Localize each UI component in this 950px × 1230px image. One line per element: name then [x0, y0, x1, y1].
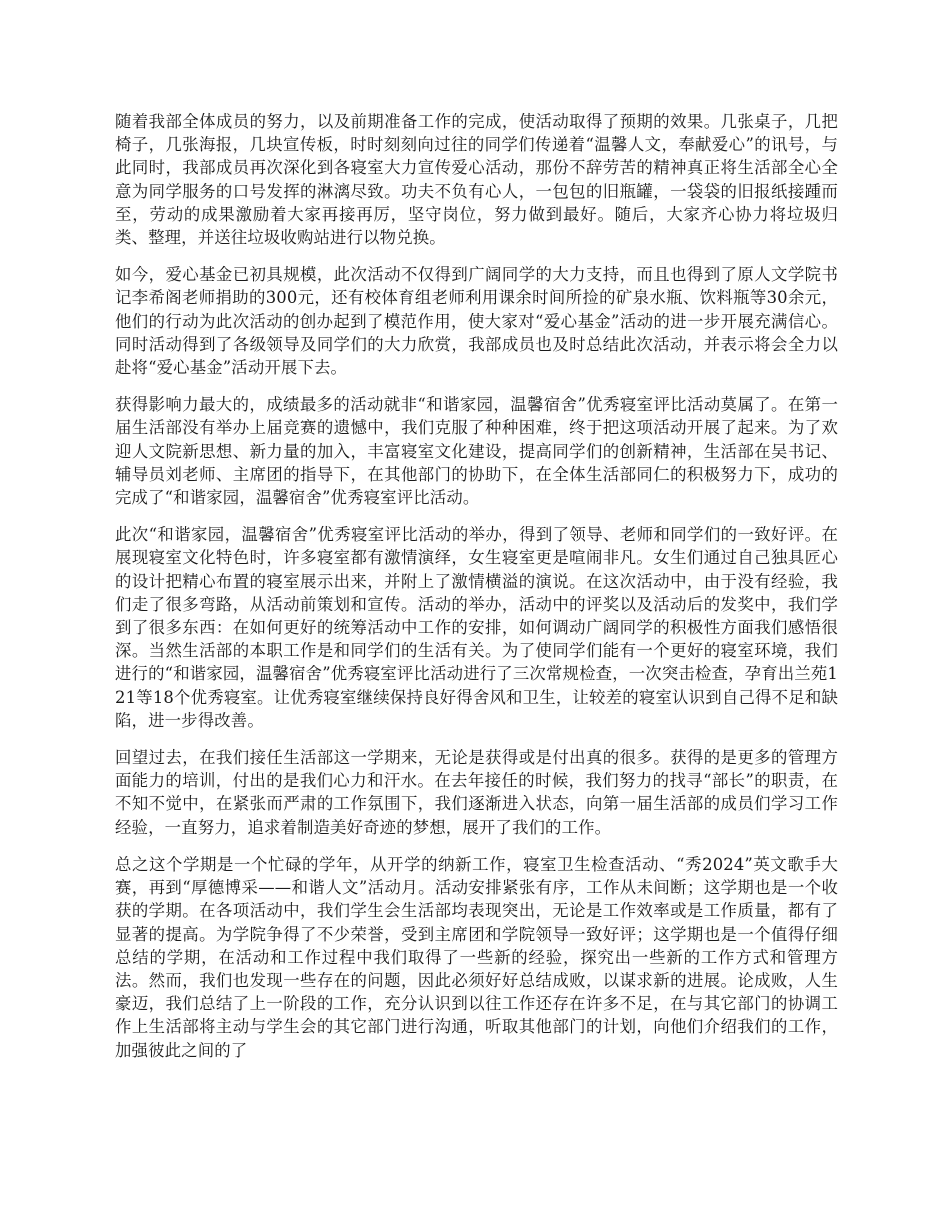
- paragraph-charity-fund: 如今，爱心基金已初具规模，此次活动不仅得到广阔同学的大力支持，而且也得到了原人文学院书记李希阁老师捐助的300元，还有校体育组老师利用课余时间所捡的矿泉水瓶、饮料瓶等30余元，他们的行动为此次活动的创办起到了模范作用，使大家对“爱心基金”活动的进一步开展充满信心。同时活动得到了各级领导及同学们的大力欣赏，我部成员也及时总结此次活动，并表示将会全力以赴将“爱心基金”活动开展下去。: [115, 265, 838, 378]
- document-body: [115, 110, 838, 1076]
- paragraph-dorm-contest-review: 此次“和谐家园，温馨宿舍”优秀寝室评比活动的举办，得到了领导、老师和同学们的一致好评。在展现寝室文化特色时，许多寝室都有激情演绎，女生寝室更是喧闹非凡。女生们通过自己独具匠心的设计把精心布置的寝室展示出来，并附上了激情横溢的演说。在这次活动中，由于没有经验，我们走了很多弯路，从活动前策划和宣传。活动的举办，活动中的评奖以及活动后的发奖中，我们学到了很多东西：在如何更好的统筹活动中工作的安排，如何调动广阔同学的积极性方面我们感悟很深。当然生活部的本职工作是和同学们的生活有关。为了使同学们能有一个更好的寝室环境，我们进行的“和谐家园，温馨宿舍”优秀寝室评比活动进行了三次常规检查，一次突击检查，孕育出兰苑121等18个优秀寝室。让优秀寝室继续保持良好得舍风和卫生，让较差的寝室认识到自己得不足和缺陷，进一步得改善。: [115, 525, 838, 730]
- paragraph-dorm-contest-intro: 获得影响力最大的，成绩最多的活动就非“和谐家园，温馨宿舍”优秀寝室评比活动莫属了。在第一届生活部没有举办上届竞赛的遗憾中，我们克服了种种困难，终于把这项活动开展了起来。为了欢迎人文院新思想、新力量的加入，丰富寝室文化建设，提高同学们的创新精神，生活部在吴书记、辅导员刘老师、主席团的指导下，在其他部门的协助下，在全体生活部同仁的积极努力下，成功的完成了“和谐家园，温馨宿舍”优秀寝室评比活动。: [115, 395, 838, 508]
- paragraph-looking-back: 回望过去，在我们接任生活部这一学期来，无论是获得或是付出真的很多。获得的是更多的管理方面能力的培训，付出的是我们心力和汗水。在去年接任的时候，我们努力的找寻“部长”的职责，在不知不觉中，在紧张而严肃的工作氛围下，我们逐渐进入状态，向第一届生活部的成员们学习工作经验，一直努力，追求着制造美好奇迹的梦想，展开了我们的工作。: [115, 748, 838, 837]
- paragraph-semester-summary: 总之这个学期是一个忙碌的学年，从开学的纳新工作，寝室卫生检查活动、“秀2024”英文歌手大赛，再到“厚德博采——和谐人文”活动月。活动安排紧张有序，工作从未间断；这学期也是一个收获的学期。在各项活动中，我们学生会生活部均表现突出，无论是工作效率或是工作质量，都有了显著的提高。为学院争得了不少荣誉，受到主席团和学院领导一致好评；这学期也是一个值得仔细总结的学期，在活动和工作过程中我们取得了一些新的经验，探究出一些新的工作方式和管理方法。然而，我们也发现一些存在的问题，因此必须好好总结成败，以谋求新的进展。论成败，人生豪迈，我们总结了上一阶段的工作，充分认识到以往工作还存在许多不足，在与其它部门的协调工作上生活部将主动与学生会的其它部门进行沟通，听取其他部门的计划，向他们介绍我们的工作，加强彼此之间的了: [115, 854, 838, 1060]
- paragraph-recycling-activity: 随着我部全体成员的努力，以及前期准备工作的完成，使活动取得了预期的效果。几张桌子，几把椅子，几张海报，几块宣传板，时时刻刻向过往的同学们传递着“温馨人文，奉献爱心”的讯号，与此同时，我部成员再次深化到各寝室大力宣传爱心活动，那份不辞劳苦的精神真正将生活部全心全意为同学服务的口号发挥的淋漓尽致。功夫不负有心人，一包包的旧瓶罐，一袋袋的旧报纸接踵而至，劳动的成果激励着大家再接再厉，坚守岗位，努力做到最好。随后，大家齐心协力将垃圾归类、整理，并送往垃圾收购站进行以物兑换。: [115, 112, 838, 248]
